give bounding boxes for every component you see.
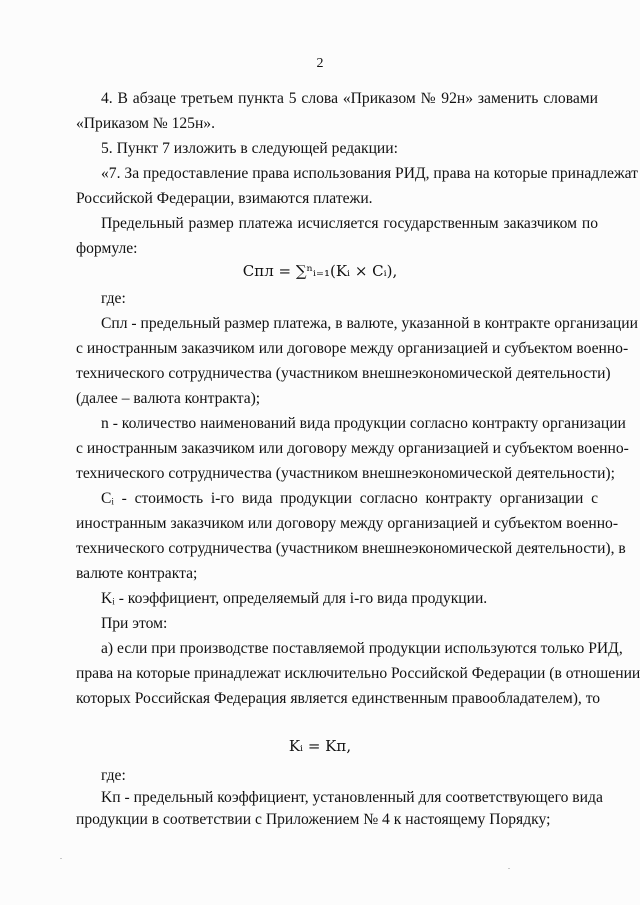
paragraph-line: где: (101, 290, 126, 307)
paragraph-line: технического сотрудничества (участником внешнеэкономической деятельности); (76, 465, 615, 482)
paragraph-line: Предельный размер платежа исчисляется государственным заказчиком по (101, 215, 598, 232)
scan-speck (60, 858, 62, 859)
formula-sum: Cпл = ∑ⁿᵢ₌₁(Kᵢ × Cᵢ), (242, 262, 398, 280)
paragraph-line: а) если при производстве поставляемой продукции используются только РИД, (101, 640, 623, 657)
paragraph-line: 4. В абзаце третьем пункта 5 слова «Приказом № 92н» заменить словами (101, 90, 598, 107)
scan-speck (508, 868, 510, 869)
paragraph-line: «7. За предоставление права использования РИД, права на которые принадлежат (101, 165, 639, 182)
paragraph-line: с иностранным заказчиком или договоре между организацией и субъектом военно- (76, 340, 629, 357)
paragraph-line: с иностранным заказчиком или договору между организацией и субъектом военно- (76, 440, 629, 457)
paragraph-line: где: (101, 767, 126, 784)
paragraph-line: валюте контракта; (76, 565, 198, 582)
formula-coefficient: Kᵢ = Kп, (288, 737, 352, 755)
definition-line: Cᵢ - стоимость i-го вида продукции согласно контракту организации с (101, 490, 598, 507)
paragraph-line: которых Российская Федерация является единственным правообладателем), то (76, 690, 601, 707)
page-number: 2 (316, 56, 324, 71)
definition-line: Kᵢ - коэффициент, определяемый для i-го вида продукции. (101, 590, 488, 607)
paragraph-line: При этом: (101, 615, 168, 632)
paragraph-line: Российской Федерации, взимаются платежи. (76, 190, 373, 207)
paragraph-line: формуле: (76, 240, 138, 257)
paragraph-line: продукции в соответствии с Приложением № 4 к настоящему Порядку; (76, 811, 551, 828)
paragraph-line: иностранным заказчиком или договору между организацией и субъектом военно- (76, 515, 619, 532)
definition-line: n - количество наименований вида продукции согласно контракту организации (101, 415, 626, 432)
paragraph-line: технического сотрудничества (участником внешнеэкономической деятельности) (76, 365, 611, 382)
definition-line: Kп - предельный коэффициент, установленный для соответствующего вида (101, 789, 603, 806)
definition-line: Cпл - предельный размер платежа, в валюте, указанной в контракте организации (101, 315, 638, 332)
paragraph-line: 5. Пункт 7 изложить в следующей редакции: (101, 140, 398, 157)
paragraph-line: «Приказом № 125н». (76, 115, 216, 132)
paragraph-line: права на которые принадлежат исключительно Российской Федерации (в отношении (76, 665, 640, 682)
paragraph-line: (далее – валюта контракта); (76, 390, 261, 407)
paragraph-line: технического сотрудничества (участником внешнеэкономической деятельности), в (76, 540, 626, 557)
